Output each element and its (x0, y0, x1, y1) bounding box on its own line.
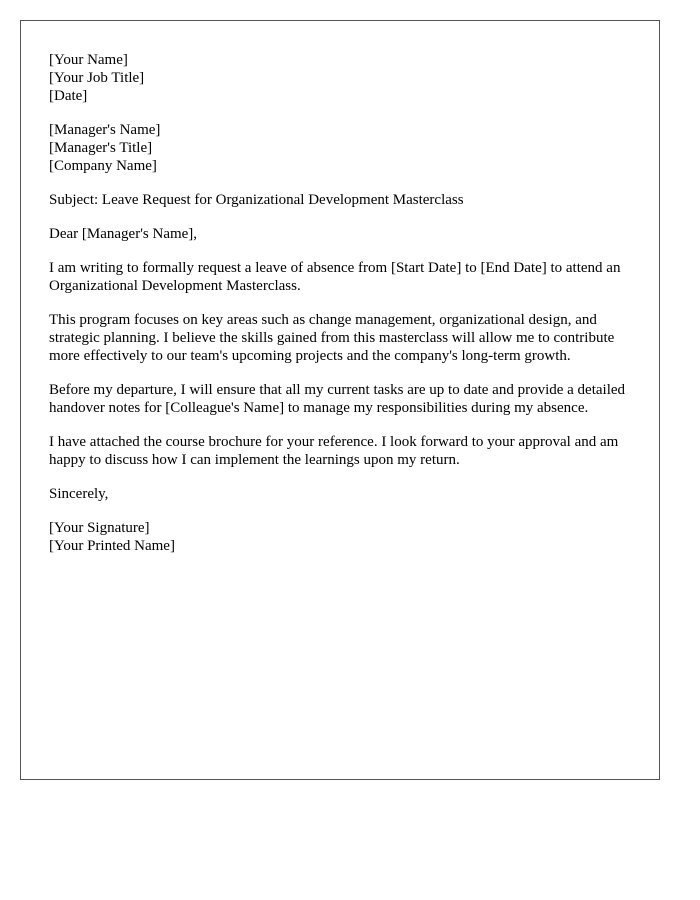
printed-name: [Your Printed Name] (49, 538, 175, 554)
recipient-name: [Manager's Name] (49, 122, 161, 138)
body-paragraph-4: I have attached the course brochure for your reference. I look forward to your approval and am happy to discuss how I can implement the learnings upon my return. (49, 434, 619, 468)
body-paragraph-1: I am writing to formally request a leave of absence from [Start Date] to [End Date] to attend an Organizational Development Masterclass. (49, 260, 621, 294)
closing: Sincerely, (49, 486, 109, 502)
subject-line: Subject: Leave Request for Organizational Development Masterclass (49, 192, 464, 208)
sender-name: [Your Name] (49, 52, 128, 68)
recipient-title: [Manager's Title] (49, 140, 153, 156)
signature-block (49, 519, 631, 555)
body-paragraph-3: Before my departure, I will ensure that all my current tasks are up to date and provide a detailed handover notes for [Colleague's Name] to manage my responsibilities during my absence. (49, 382, 626, 416)
letter-date: [Date] (49, 88, 88, 104)
recipient-company: [Company Name] (49, 158, 157, 174)
sender-job-title: [Your Job Title] (49, 70, 145, 86)
sender-block (49, 51, 631, 105)
body-paragraph-2: This program focuses on key areas such as change management, organizational design, and strategic planning. I believe the skills gained from this masterclass will allow me to contribute more effectively to our team's upcoming projects and the company's long-term growth. (49, 312, 615, 364)
signature-line: [Your Signature] (49, 520, 150, 536)
salutation: Dear [Manager's Name], (49, 226, 198, 242)
recipient-block (49, 121, 631, 175)
letter-page (20, 20, 660, 780)
